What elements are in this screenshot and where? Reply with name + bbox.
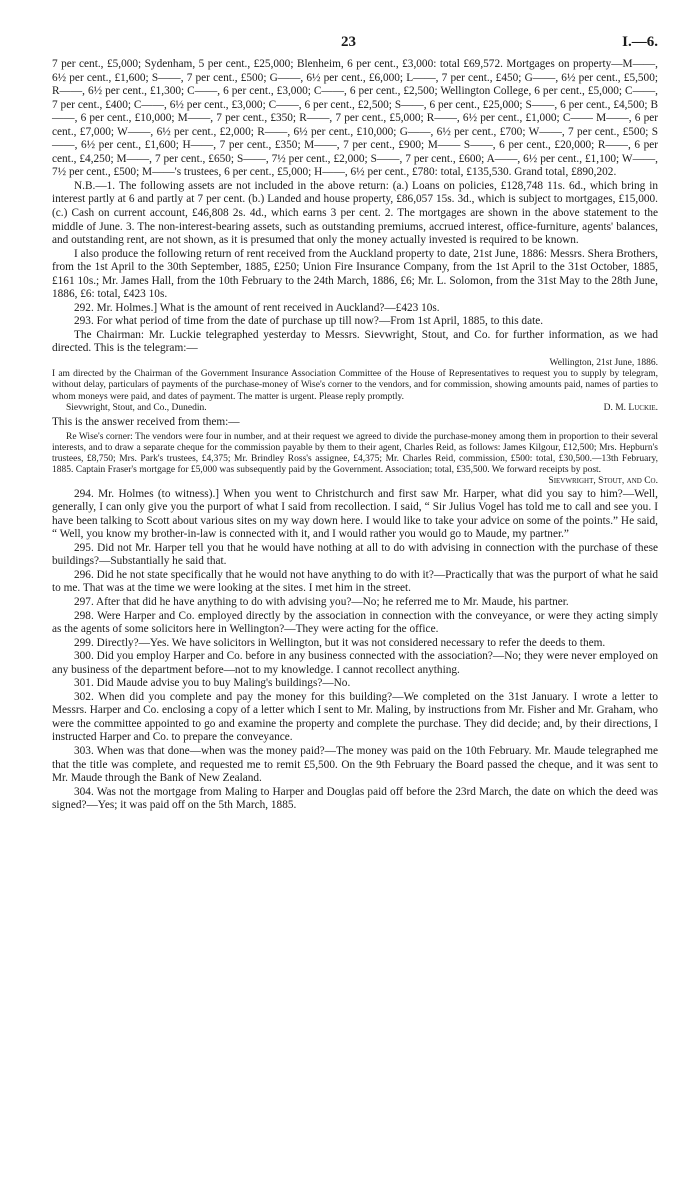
evidence-304: 304. Was not the mortgage from Maling to Harper and Douglas paid off before the 23rd March, the date on which the deed was signed?—Yes; it was paid off on the 5th March, 1885. — [52, 785, 658, 812]
page-header — [52, 34, 658, 58]
document-reference: I.—6. — [622, 34, 658, 50]
evidence-294: 294. Mr. Holmes (to witness).] When you went to Christchurch and first saw Mr. Harper, what did you say to him?—Well, generally, I can only give you the purport of what I said from recollection. I said, “ Sir Julius Vogel has told me to call and see you. I have been talking to Scott about various sites on my way down here. I would like to take your advice on some of the points.” He said, “ Well, you know my brother-in-law is connected with it, and I would rather you would go to Maude, my partner.” — [52, 487, 658, 541]
evidence-298: 298. Were Harper and Co. employed directly by the association in connection with the conveyance, or were they acting simply as the agents of some solicitors here in Wellington?—They were acting for the office. — [52, 609, 658, 636]
answer-signature: Sievwright, Stout, and Co. — [548, 476, 658, 487]
telegram-footer — [52, 403, 658, 414]
page-number: 23 — [341, 34, 356, 50]
document-body — [52, 58, 658, 813]
evidence-297: 297. After that did he have anything to do with advising you?—No; he referred me to Mr. Maude, his partner. — [74, 595, 569, 608]
question-292: 292. Mr. Holmes.] What is the amount of rent received in Auckland?—£423 10s. — [74, 301, 440, 314]
answer-body: Re Wise's corner: The vendors were four in number, and at their request we agreed to divide the purchase-money among them in proportion to their several interests, and to draw a separate cheque for the commission payable by them to their agent, Charles Reid, as follows: James Kilgour, £12,500; Mrs. Hepburn's trustees, £8,750; Mrs. Park's trustees, £4,375; Mr. Brindley Ross's assignee, £4,375; Mr. Charles Reid, commission, £500: total, £30,500.—13th February, 1885. Captain Fraser's mortgage for £5,000 was subsequently paid by the Government. Association; total, £35,500. We forward receipts by post. — [52, 431, 658, 476]
answer-intro: This is the answer received from them:— — [52, 416, 240, 429]
telegram-date: Wellington, 21st June, 1886. — [549, 358, 658, 369]
evidence-296: 296. Did he not state specifically that he would not have anything to do with it?—Practically that was the purport of what he said to me. That was at the time we were looking at the sites. I met him in the street. — [52, 568, 658, 595]
answer-block — [52, 432, 658, 488]
chairman-statement: The Chairman: Mr. Luckie telegraphed yesterday to Messrs. Sievwright, Stout, and Co. for further information, as we had directed. This is the telegram:— — [52, 328, 658, 355]
evidence-299: 299. Directly?—Yes. We have solicitors in Wellington, but it was not considered necessary to refer the deeds to them. — [74, 636, 606, 649]
telegram-block — [52, 358, 658, 414]
evidence-295: 295. Did not Mr. Harper tell you that he would have nothing at all to do with advising in connection with the purchase of these buildings?—Substantially he said that. — [52, 541, 658, 568]
rent-return-paragraph: I also produce the following return of rent received from the Auckland property to date, 21st June, 1886: Messrs. Shera Brothers, from the 1st April to the 30th September, 1885, £250; Union Fire Insurance Company, from the 1st April to the 31st October, 1885, £161 10s.; Mr. James Hall, from the 10th February to the 24th March, 1886, £6; Mr. L. Solomon, from the 31st May to the 28th June, 1886, £6: total, £423 10s. — [52, 247, 658, 301]
return-continuation: 7 per cent., £5,000; Sydenham, 5 per cent., £25,000; Blenheim, 6 per cent., £3,000: total £69,572. Mortgages on property—M——, 6½ per cent., £1,600; S——, 7 per cent., £500; G——, 6½ per cent., £6,000; L——, 7 per cent., £450; G——, 6½ per cent., £5,500; R——, 6½ per cent., £1,300; C——, 6 per cent., £3,000; C——, 6 per cent., £2,500; Wellington College, 6 per cent., £5,000; C——, 7 per cent., £400; C——, 6½ per cent., £3,000; C——, 6 per cent., £2,500; S——, 6 per cent., £25,000; S——, 6 per cent., £4,500; B——, 6 per cent., £10,000; M——, 7 per cent., £350; R——, 7 per cent., £5,000; R——, 6½ per cent., £1,000; C—— M——, 6 per cent., £7,000; W——, 6½ per cent., £2,000; R——, 6½ per cent., £10,000; G——, 6½ per cent., £700; W——, 7 per cent., £500; S——, 6½ per cent., £1,600; H——, 7 per cent., £350; M——, 7 per cent., £900; M—— S——, 6 per cent., £20,000; R——, 6 per cent., £4,250; M——, 7 per cent., £650; S——, 7½ per cent., £2,000; S——, 7 per cent., £600; A——, 6½ per cent., £1,100; W——, 7½ per cent., £500; M——'s trustees, 6 per cent., £5,000; H——, 6½ per cent., £780: total, £135,530. Grand total, £890,202. — [52, 58, 658, 179]
nb-paragraph: N.B.—1. The following assets are not included in the above return: (a.) Loans on policies, £128,748 11s. 6d., which bring in interest partly at 6 and partly at 7 per cent. (b.) Landed and house property, £86,057 15s. 3d., which is subject to mortgages, £15,000. (c.) Cash on current account, £46,808 2s. 4d., which earns 3 per cent. 2. The mortgages are shown in the above statement to the middle of June. 3. The non-interest-bearing assets, such as outstanding premiums, accrued interest, office-furniture, agents' balances, and outstanding rent, are not shown, as it is presumed that only the money actually invested is required to be known. — [52, 179, 658, 247]
evidence-300: 300. Did you employ Harper and Co. before in any business connected with the association?—No; they were never employed on any business of the department before—not to my knowledge. I cannot recollect anything. — [52, 650, 658, 676]
telegram-signature: D. M. Luckie. — [603, 402, 658, 413]
telegram-addressee: Sievwright, Stout, and Co., Dunedin. — [66, 402, 207, 413]
telegram-body: I am directed by the Chairman of the Government Insurance Association Committee of the House of Representatives to request you to supply by telegram, without delay, particulars of payments of the purchase-money of Wise's corner to the vendors, and for commission, showing amounts paid, names of parties to whom moneys were paid, and dates of payment. The matter is urgent. Please reply promptly. — [52, 369, 658, 402]
question-293: 293. For what period of time from the date of purchase up till now?—From 1st April, 1885, to this date. — [74, 315, 544, 328]
evidence-303: 303. When was that done—when was the money paid?—The money was paid on the 10th February. Mr. Maude telegraphed me that the title was complete, and requested me to remit £5,500. On the 9th February the Board passed the cheque, and it was sent to Mr. Maude through the Bank of New Zealand. — [52, 745, 658, 785]
evidence-302: 302. When did you complete and pay the money for this building?—We completed on the 31st January. I wrote a letter to Messrs. Harper and Co. enclosing a copy of a letter which I sent to Mr. Maling, by instructions from Mr. Fisher and Mr. Graham, who were the committee appointed to go and examine the property and complete the purchase. They did decide; and, by their directions, I instructed Harper and Co. to prepare the conveyance. — [52, 690, 658, 744]
evidence-301: 301. Did Maude advise you to buy Maling's buildings?—No. — [74, 677, 351, 690]
